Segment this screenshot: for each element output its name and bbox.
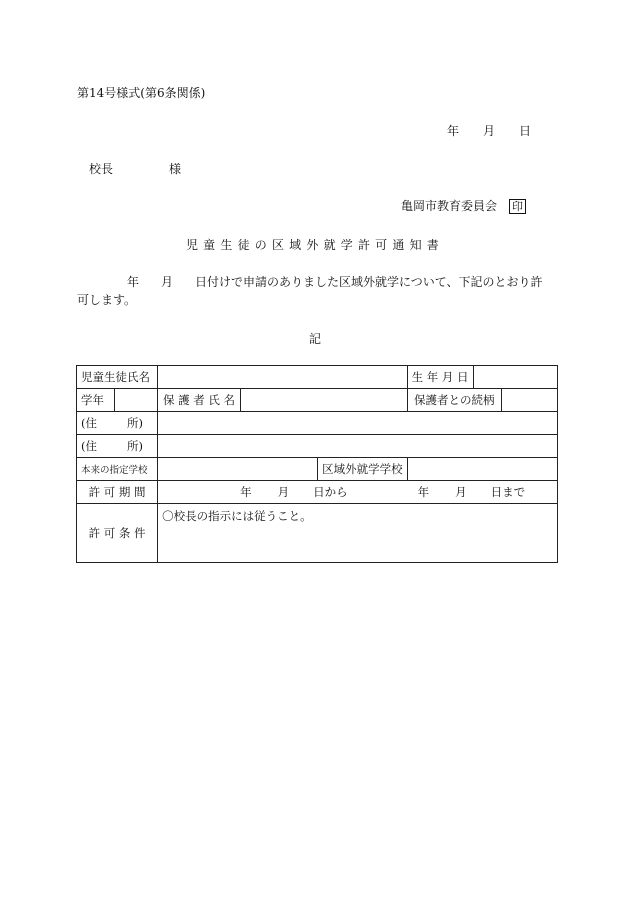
period-day-to: 日まで [490, 485, 526, 499]
conditions-value[interactable]: 〇校長の指示には従うこと。 [158, 504, 558, 563]
period-value[interactable] [158, 481, 558, 504]
address-close-2: 所) [127, 439, 143, 453]
period-month-2: 月 [455, 485, 467, 499]
address-label-1 [77, 412, 158, 435]
student-name-value[interactable] [158, 366, 407, 389]
grade-label: 学年 [77, 389, 115, 412]
address-value-1[interactable] [158, 412, 558, 435]
birth-date-value[interactable] [473, 366, 557, 389]
guardian-name-label: 保 護 者 氏 名 [158, 389, 241, 412]
date-line [447, 122, 531, 139]
date-day: 日 [519, 124, 532, 138]
details-table [76, 365, 558, 563]
addressee-honorific: 様 [169, 162, 182, 176]
body-text [77, 273, 559, 309]
guardian-relation-value[interactable] [501, 389, 557, 412]
period-year-2: 年 [417, 485, 430, 499]
addressee [89, 160, 181, 177]
birth-date-label: 生 年 月 日 [407, 366, 473, 389]
addressee-principal: 校長 [89, 162, 114, 176]
date-year: 年 [447, 124, 460, 138]
guardian-relation-label: 保護者との続柄 [407, 389, 501, 412]
student-name-label: 児童生徒氏名 [77, 366, 158, 389]
outside-school-value[interactable] [407, 458, 557, 481]
body-year: 年 [127, 275, 140, 289]
outside-school-label: 区域外就学学校 [318, 458, 408, 481]
address-open-2: (住 [81, 439, 97, 453]
conditions-label: 許 可 条 件 [77, 504, 158, 563]
period-label: 許 可 期 間 [77, 481, 158, 504]
table-row [77, 481, 558, 504]
address-open-1: (住 [81, 416, 97, 430]
guardian-name-value[interactable] [240, 389, 407, 412]
address-value-2[interactable] [158, 435, 558, 458]
table-row [77, 458, 558, 481]
period-day-from: 日から [313, 485, 348, 499]
designated-school-label: 本来の指定学校 [77, 458, 158, 481]
ki-heading: 記 [308, 332, 321, 346]
table-row [77, 504, 558, 563]
form-label: 第14号様式(第6条関係) [77, 86, 206, 100]
document-title: 児童生徒の区域外就学許可通知書 [185, 238, 444, 252]
period-month-1: 月 [277, 485, 290, 499]
body-month: 月 [161, 275, 174, 289]
table-row [77, 366, 558, 389]
table-row [77, 389, 558, 412]
address-close-1: 所) [127, 416, 143, 430]
designated-school-value[interactable] [158, 458, 318, 481]
table-row [77, 435, 558, 458]
period-year-1: 年 [240, 485, 252, 499]
issuer-name: 亀岡市教育委員会 [401, 199, 498, 213]
issuer [401, 197, 526, 214]
seal-mark: 印 [509, 199, 526, 214]
grade-value[interactable] [114, 389, 157, 412]
date-month: 月 [483, 124, 496, 138]
address-label-2 [77, 435, 158, 458]
body-text-line2: 可します。 [77, 293, 137, 307]
table-row [77, 412, 558, 435]
body-text-line1: 日付けで申請のありました区域外就学について、下記のとおり許 [195, 275, 543, 289]
